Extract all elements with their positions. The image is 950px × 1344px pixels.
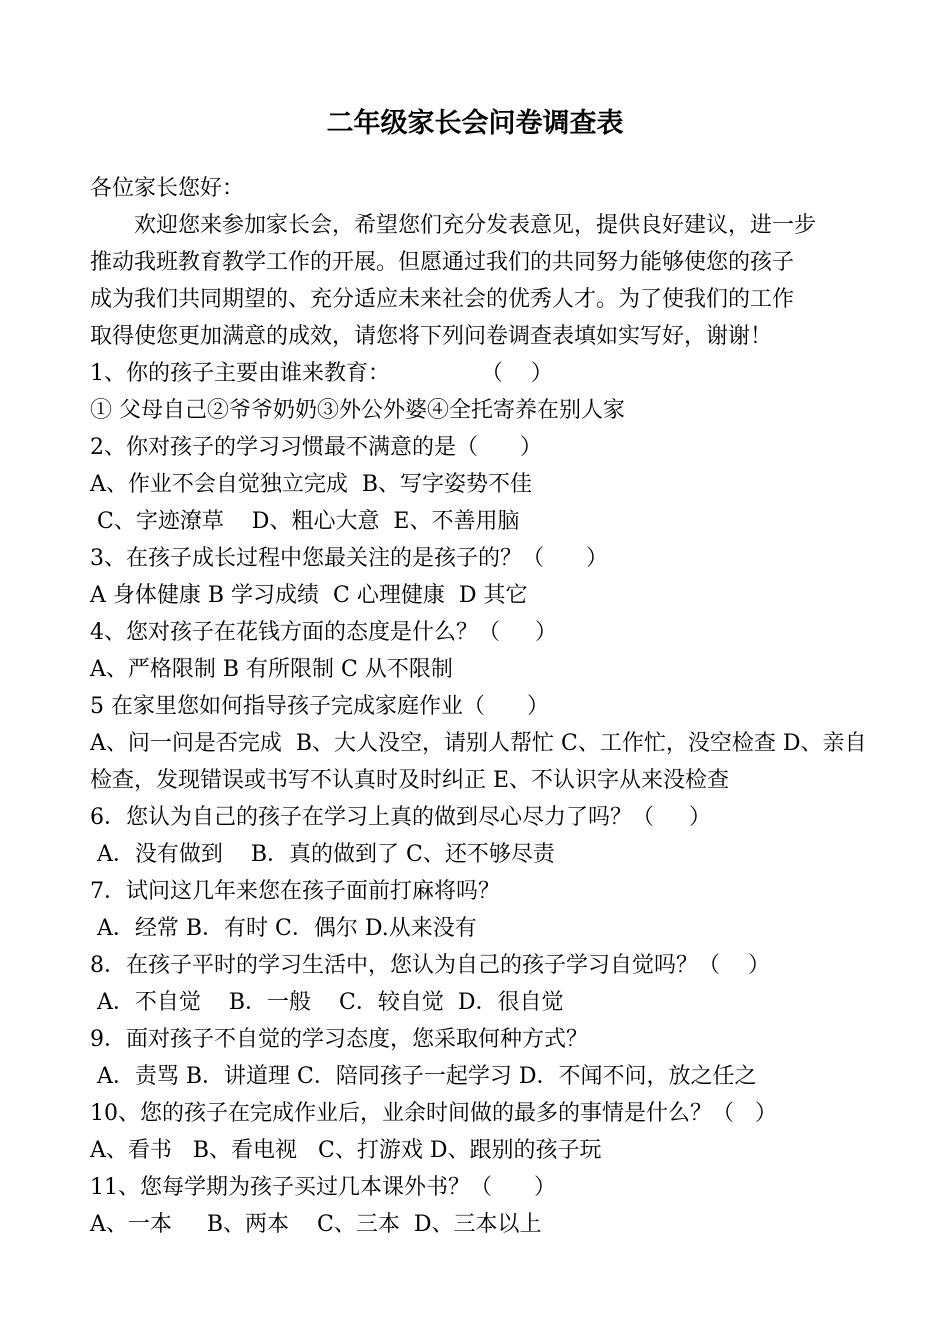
question-1: 1、你的孩子主要由谁来教育： （ ） (90, 361, 553, 386)
intro-line: 取得使您更加满意的成效，请您将下列问卷调查表填如实写好，谢谢！ (90, 324, 773, 349)
document-body (90, 170, 865, 1243)
question-9-options: A．责骂 B．讲道理 C．陪同孩子一起学习 D．不闻不问，放之任之 (90, 1064, 757, 1089)
question-6: 6．您认为自己的孩子在学习上真的做到尽心尽力了吗？（ ） (90, 805, 711, 830)
question-8-options: A．不自觉 B．一般 C．较自觉 D．很自觉 (90, 990, 564, 1015)
question-4: 4、您对孩子在花钱方面的态度是什么？（ ） (90, 620, 557, 645)
question-5-options: 检查，发现错误或书写不认真时及时纠正 E、不认识字从来没检查 (90, 768, 730, 793)
question-10-options: A、看书 B、看电视 C、打游戏 D、跟别的孩子玩 (90, 1138, 602, 1163)
question-2-options: C、字迹潦草 D、粗心大意 E、不善用脑 (90, 509, 520, 534)
question-3: 3、在孩子成长过程中您最关注的是孩子的？（ ） (90, 546, 608, 571)
question-3-options: A 身体健康 B 学习成绩 C 心理健康 D 其它 (90, 583, 528, 608)
question-2: 2、你对孩子的学习习惯最不满意的是（ ） (90, 435, 542, 460)
intro-line: 推动我班教育教学工作的开展。但愿通过我们的共同努力能够使您的孩子 (90, 250, 795, 275)
intro-line: 欢迎您来参加家长会，希望您们充分发表意见，提供良好建议，进一步 (134, 213, 817, 238)
question-2-options: A、作业不会自觉独立完成 B、写字姿势不佳 (90, 472, 533, 497)
question-11: 11、您每学期为孩子买过几本课外书？（ ） (90, 1175, 556, 1200)
question-5: 5 在家里您如何指导孩子完成家庭作业（ ） (90, 694, 549, 719)
question-7-options: A．经常 B．有时 C．偶尔 D.从来没有 (90, 916, 477, 941)
question-10: 10、您的孩子在完成作业后，业余时间做的最多的事情是什么？（ ） (90, 1101, 777, 1126)
intro-line: 成为我们共同期望的、充分适应未来社会的优秀人才。为了使我们的工作 (90, 287, 795, 312)
question-1-options: ① 父母自己②爷爷奶奶③外公外婆④全托寄养在别人家 (90, 398, 625, 423)
question-8: 8．在孩子平时的学习生活中，您认为自己的孩子学习自觉吗？（ ） (90, 953, 770, 978)
question-4-options: A、严格限制 B 有所限制 C 从不限制 (90, 657, 453, 682)
question-5-options: A、问一问是否完成 B、大人没空，请别人帮忙 C、工作忙，没空检查 D、亲自 (90, 731, 867, 756)
question-11-options: A、一本 B、两本 C、三本 D、三本以上 (90, 1212, 542, 1237)
greeting: 各位家长您好： (90, 176, 245, 201)
document-title: 二年级家长会问卷调查表 (326, 108, 624, 139)
question-7: 7．试问这几年来您在孩子面前打麻将吗？ (90, 879, 500, 904)
question-9: 9．面对孩子不自觉的学习态度，您采取何种方式？ (90, 1027, 588, 1052)
question-6-options: A．没有做到 B．真的做到了 C、还不够尽责 (90, 842, 555, 867)
